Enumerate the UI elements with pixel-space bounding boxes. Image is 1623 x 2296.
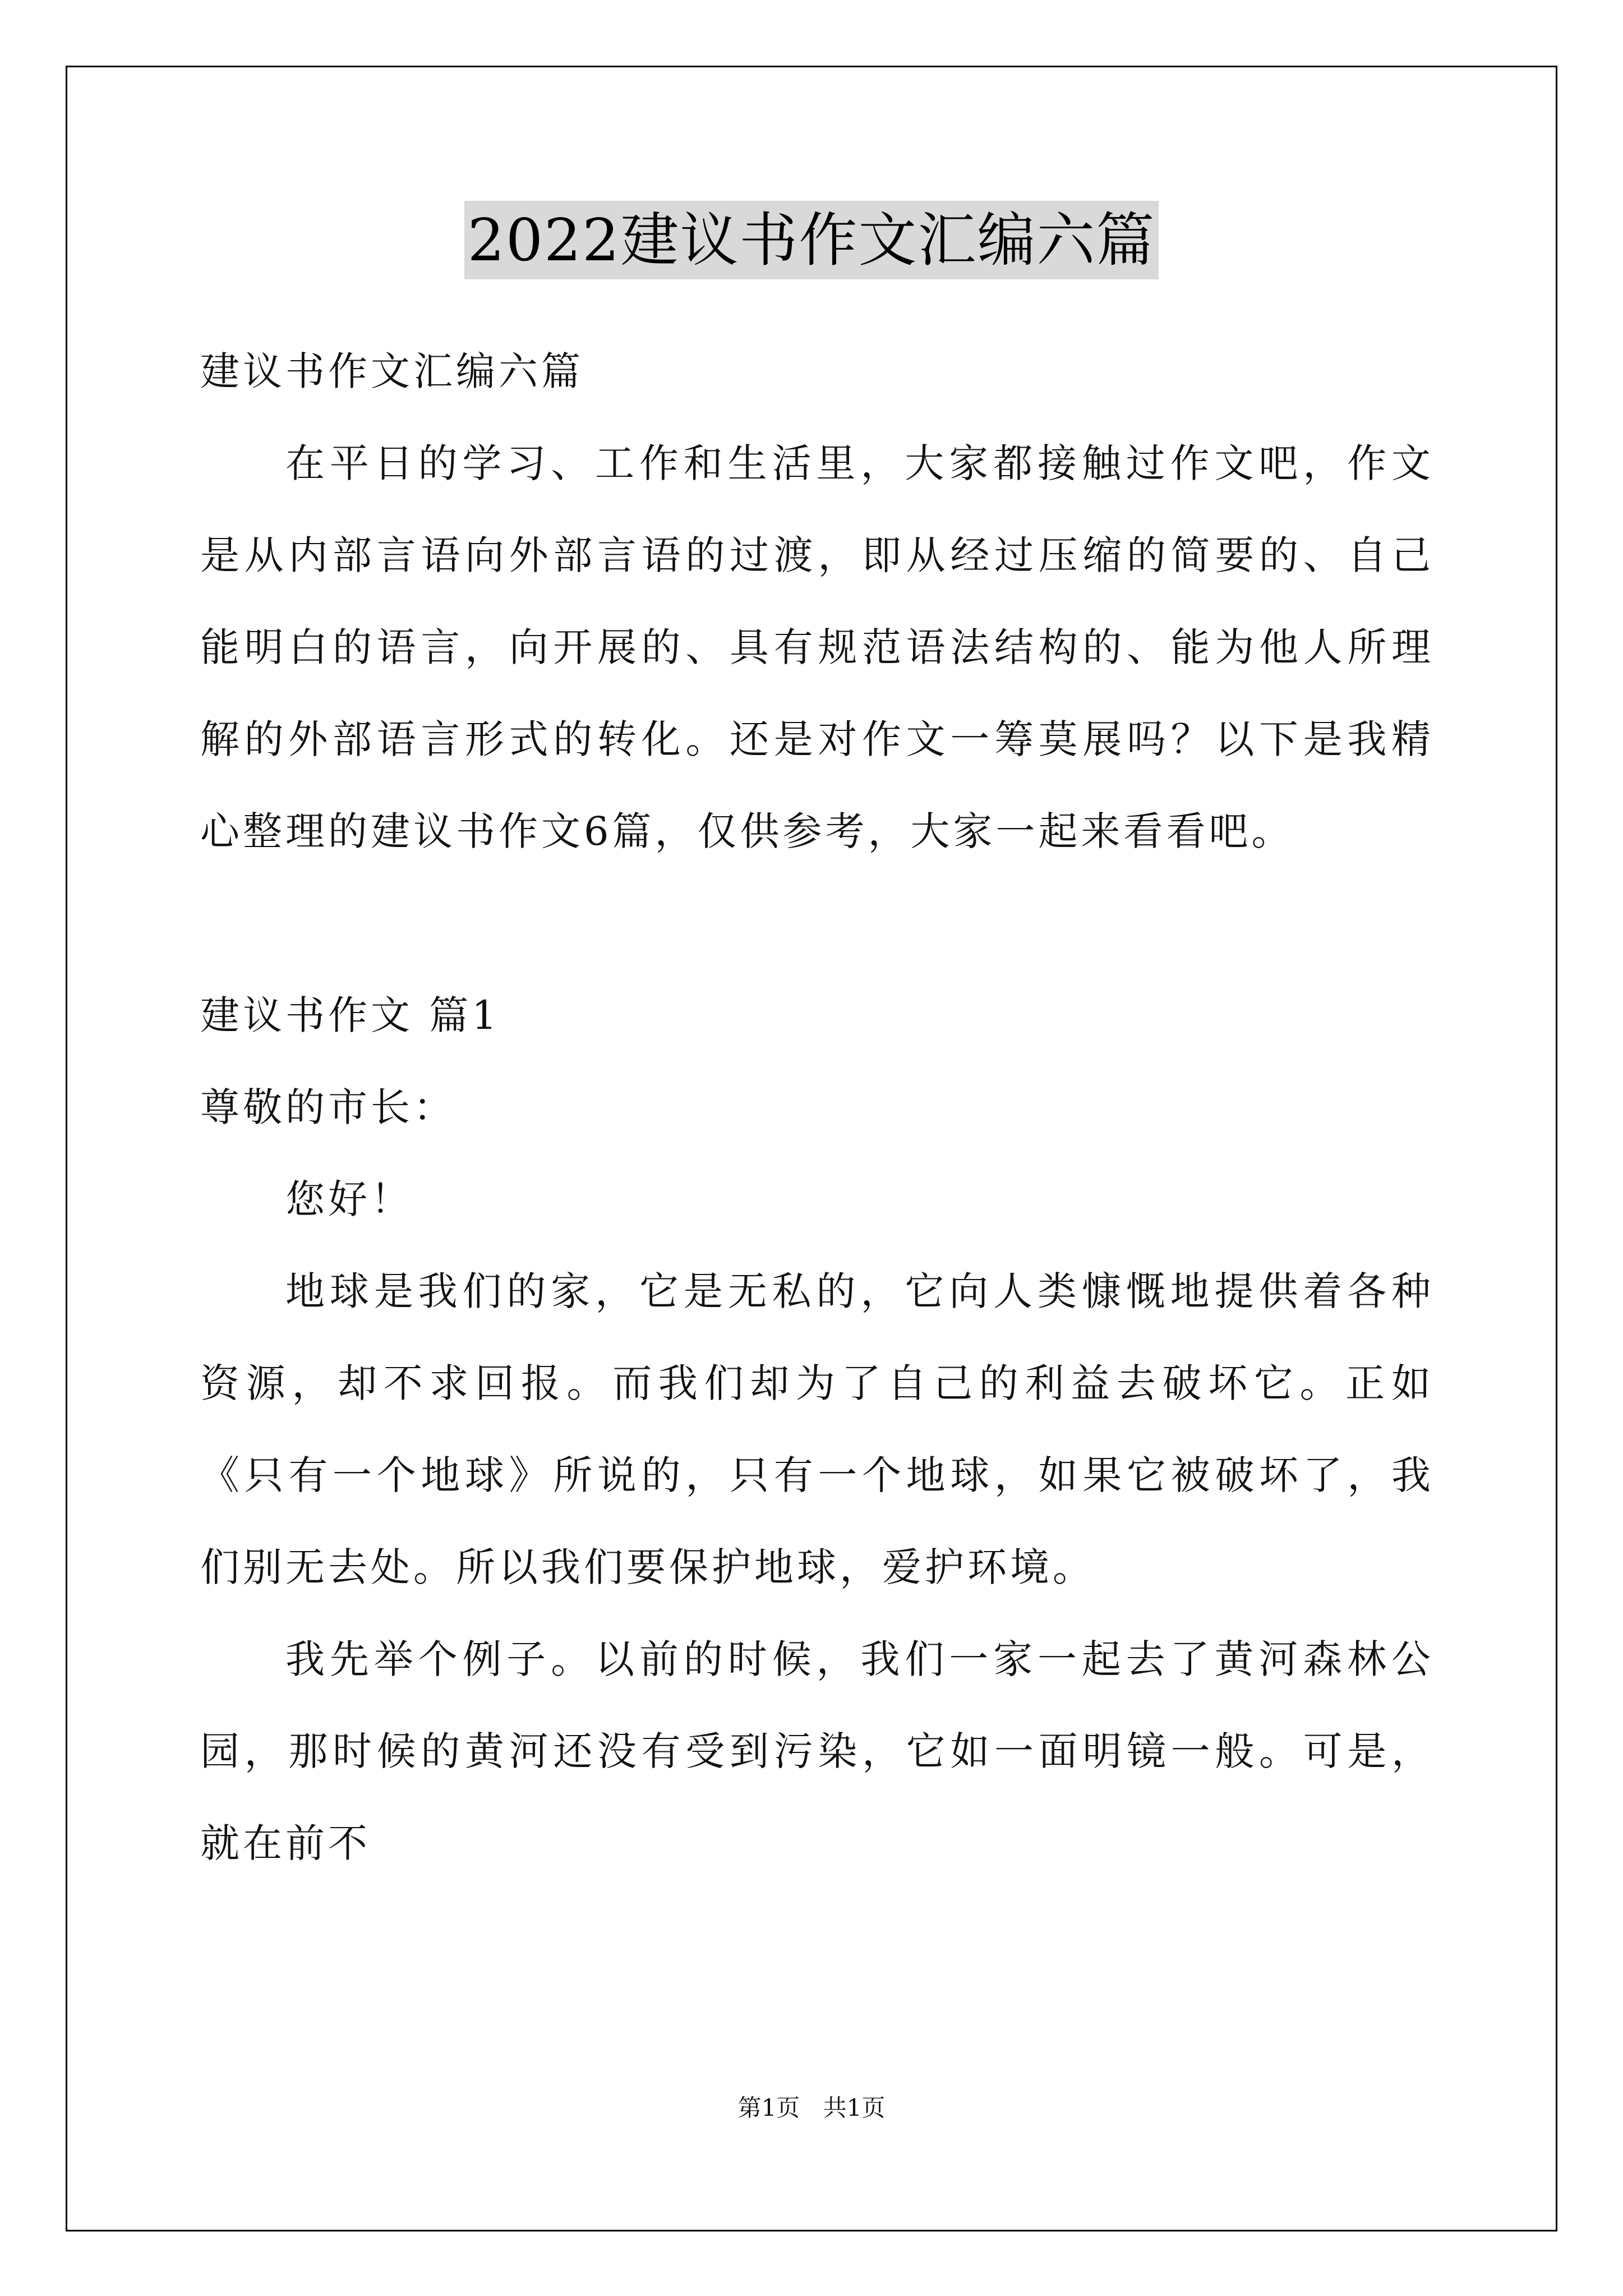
- page-footer: [0, 2091, 1623, 2125]
- letter-greeting: 您好！: [285, 1176, 413, 1222]
- document-body: [200, 325, 1434, 1889]
- document-title: 2022建议书作文汇编六篇: [464, 201, 1159, 279]
- document-subtitle: 建议书作文汇编六篇: [200, 348, 584, 394]
- page-number: 第1页: [737, 2094, 800, 2122]
- body-paragraph-2: 我先举个例子。以前的时候，我们一家一起去了黄河森林公园，那时候的黄河还没有受到污染，它如一面明镜一般。可是，就在前不: [200, 1636, 1434, 1866]
- section-heading: 建议书作文 篇1: [200, 992, 500, 1038]
- letter-salutation: 尊敬的市长：: [200, 1084, 456, 1130]
- blank-line: [200, 877, 1434, 969]
- page-total: 共1页: [823, 2094, 886, 2122]
- title-container: [0, 201, 1623, 279]
- intro-paragraph: 在平日的学习、工作和生活里，大家都接触过作文吧，作文是从内部言语向外部言语的过渡，即从经过压缩的简要的、自己能明白的语言，向开展的、具有规范语法结构的、能为他人所理解的外部语言形式的转化。还是对作文一筹莫展吗？以下是我精心整理的建议书作文6篇，仅供参考，大家一起来看看吧。: [200, 440, 1434, 854]
- body-paragraph-1: 地球是我们的家，它是无私的，它向人类慷慨地提供着各种资源，却不求回报。而我们却为了自己的利益去破坏它。正如《只有一个地球》所说的，只有一个地球，如果它被破坏了，我们别无去处。所以我们要保护地球，爱护环境。: [200, 1268, 1434, 1590]
